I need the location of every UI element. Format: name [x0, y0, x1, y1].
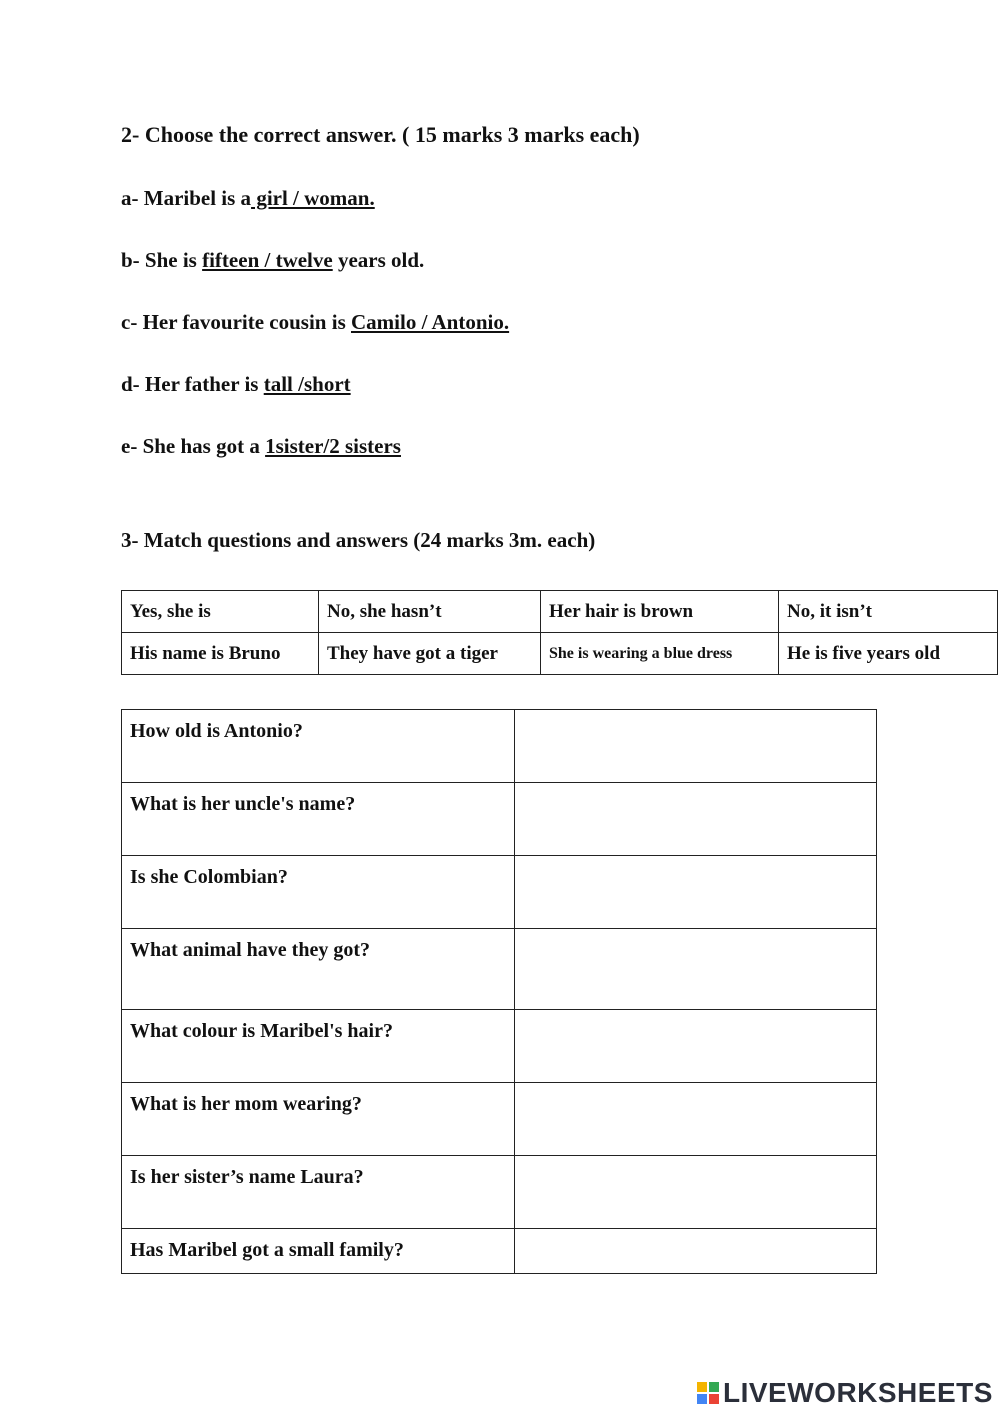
answer-bank-cell[interactable]: No, it isn’t	[779, 591, 998, 633]
choice-item-b	[121, 248, 424, 273]
answer-drop-zone[interactable]	[515, 783, 877, 856]
answer-drop-zone[interactable]	[515, 929, 877, 1010]
logo-grid-icon	[697, 1382, 719, 1404]
answer-drop-zone[interactable]	[515, 710, 877, 783]
answer-drop-zone[interactable]	[515, 1156, 877, 1229]
question-cell: What animal have they got?	[122, 929, 515, 1010]
answer-bank-cell[interactable]: He is five years old	[779, 633, 998, 675]
question-row	[122, 1083, 877, 1156]
answer-bank-cell[interactable]: Yes, she is	[122, 591, 319, 633]
choice-item-b-options[interactable]: fifteen / twelve	[202, 248, 333, 272]
question-cell: What is her uncle's name?	[122, 783, 515, 856]
choice-item-c	[121, 310, 509, 335]
choice-item-b-suffix: years old.	[332, 248, 425, 272]
questions-table	[121, 709, 877, 1274]
answer-drop-zone[interactable]	[515, 856, 877, 929]
answer-bank-row	[122, 633, 998, 675]
question-cell: Is her sister’s name Laura?	[122, 1156, 515, 1229]
question-cell: What is her mom wearing?	[122, 1083, 515, 1156]
answer-bank-row	[122, 591, 998, 633]
question-row	[122, 929, 877, 1010]
choice-item-e-options[interactable]: 1sister/2 sisters	[265, 434, 401, 458]
choice-item-a	[121, 186, 375, 211]
question-cell: Has Maribel got a small family?	[122, 1229, 515, 1274]
answer-drop-zone[interactable]	[515, 1010, 877, 1083]
question-row	[122, 1156, 877, 1229]
logo-square	[697, 1394, 707, 1404]
answer-bank-cell[interactable]: Her hair is brown	[541, 591, 779, 633]
answer-bank-cell[interactable]: His name is Bruno	[122, 633, 319, 675]
question-cell: Is she Colombian?	[122, 856, 515, 929]
choice-item-c-options[interactable]: Camilo / Antonio.	[351, 310, 510, 334]
liveworksheets-logo	[697, 1377, 993, 1409]
choice-item-b-text: b- She is	[121, 248, 203, 272]
answer-bank-cell[interactable]: No, she hasn’t	[319, 591, 541, 633]
question-cell: How old is Antonio?	[122, 710, 515, 783]
logo-square	[697, 1382, 707, 1392]
question-row	[122, 710, 877, 783]
answer-bank-cell[interactable]: She is wearing a blue dress	[541, 633, 779, 675]
choice-item-d-text: d- Her father is	[121, 372, 264, 396]
answer-bank-table	[121, 590, 998, 675]
choice-item-d	[121, 372, 351, 397]
question-row	[122, 1229, 877, 1274]
section-3-heading: 3- Match questions and answers (24 marks 3m. each)	[121, 528, 596, 552]
answer-bank-cell[interactable]: They have got a tiger	[319, 633, 541, 675]
logo-text: LIVEWORKSHEETS	[723, 1377, 993, 1408]
logo-square	[709, 1394, 719, 1404]
answer-drop-zone[interactable]	[515, 1229, 877, 1274]
logo-square	[709, 1382, 719, 1392]
question-row	[122, 856, 877, 929]
choice-item-c-text: c- Her favourite cousin is	[121, 310, 351, 334]
question-cell: What colour is Maribel's hair?	[122, 1010, 515, 1083]
choice-item-a-options[interactable]: girl / woman.	[251, 186, 375, 210]
question-row	[122, 783, 877, 856]
choice-item-e-text: e- She has got a	[121, 434, 266, 458]
choice-item-e	[121, 434, 401, 459]
choice-item-d-options[interactable]: tall /short	[263, 372, 351, 396]
choice-item-a-text: a- Maribel is a	[121, 186, 252, 210]
answer-drop-zone[interactable]	[515, 1083, 877, 1156]
question-row	[122, 1010, 877, 1083]
section-2-heading: 2- Choose the correct answer. ( 15 marks 3 marks each)	[121, 122, 640, 147]
